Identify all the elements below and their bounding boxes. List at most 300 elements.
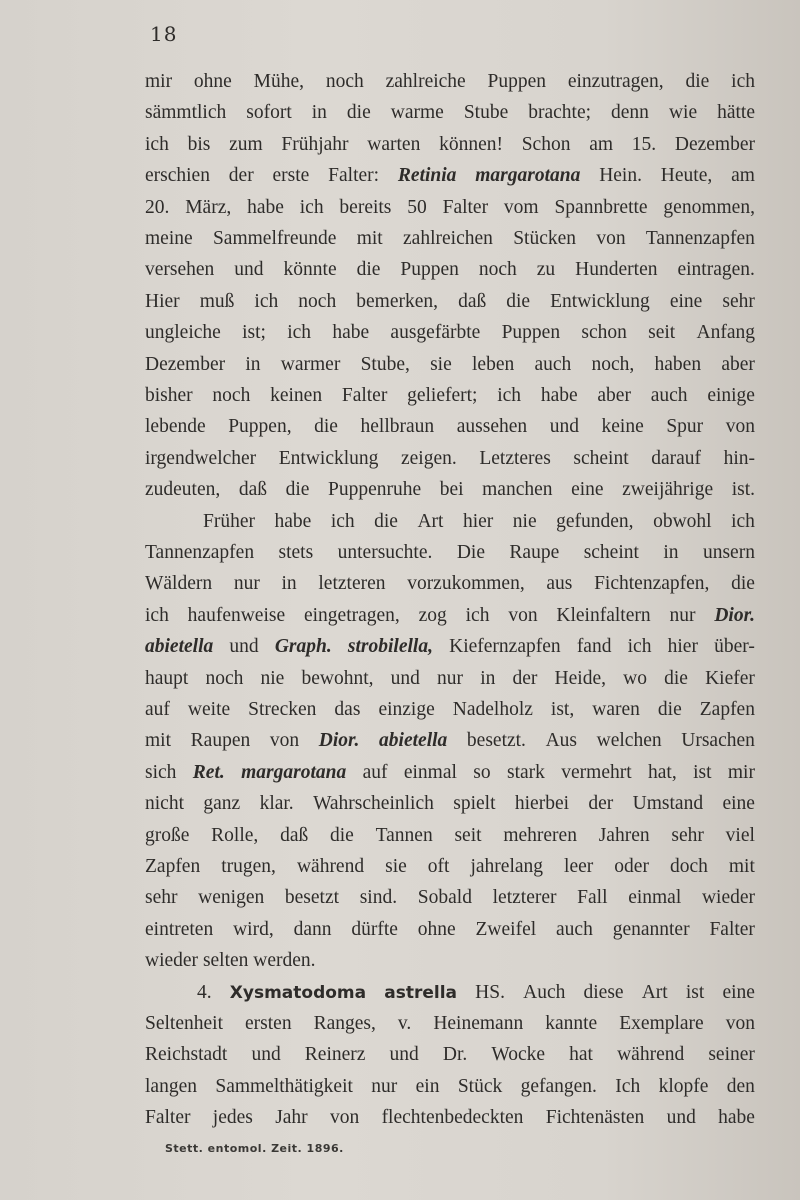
word: ohne: [193, 71, 232, 92]
word: geliefert;: [407, 385, 478, 406]
text-line: [145, 541, 755, 565]
text-line: [145, 133, 755, 157]
word: wird,: [233, 918, 274, 940]
word: langen: [145, 1075, 197, 1097]
word: irgendwelcher: [145, 447, 257, 469]
word: zahlreiche: [385, 71, 466, 92]
word: hierbei: [514, 793, 570, 815]
word: stets: [278, 542, 314, 563]
word: Hunderten: [575, 259, 658, 281]
word: nur: [437, 667, 464, 689]
word: mehreren: [503, 824, 577, 846]
word: 20.: [145, 196, 170, 218]
word: HS.: [475, 981, 505, 1003]
word: die: [346, 102, 371, 124]
text-line: [145, 824, 755, 848]
word: Reinerz: [304, 1044, 366, 1066]
word: der: [512, 667, 538, 689]
word: nie: [512, 510, 537, 532]
word: erste: [272, 165, 310, 187]
word: keine: [601, 416, 644, 438]
word: sehr: [722, 290, 755, 312]
text-line: [145, 70, 755, 94]
word: hat: [569, 1044, 593, 1066]
word: margarotana: [475, 165, 581, 187]
word: von: [725, 1013, 755, 1034]
word: sie: [430, 353, 452, 375]
word: Xysmatodoma: [229, 982, 367, 1003]
text-line: [145, 478, 755, 502]
word: ist;: [242, 322, 266, 344]
word: jedes: [212, 1107, 253, 1129]
word: ich: [287, 322, 312, 344]
word: auf: [362, 761, 388, 783]
word: waren: [592, 699, 640, 720]
word: Wahrscheinlich: [313, 793, 434, 815]
word: und: [549, 416, 579, 438]
word: in: [311, 102, 327, 124]
text-line: [145, 855, 755, 879]
word: Puppen: [487, 71, 547, 92]
word: Heide,: [554, 667, 606, 689]
text-line: [145, 572, 755, 596]
word: genannter: [612, 918, 690, 940]
word: Falter: [709, 918, 755, 940]
word: Wäldern: [145, 573, 213, 595]
word: haben: [654, 353, 702, 375]
word: habe: [247, 196, 284, 218]
word: Jahr: [275, 1107, 308, 1129]
word: bemerken,: [356, 290, 439, 312]
word: nur: [371, 1075, 398, 1097]
word: ich: [465, 604, 490, 626]
word: Früher: [203, 510, 255, 532]
word: die: [506, 290, 531, 312]
word: weite: [187, 699, 231, 720]
word: Seltenheit: [145, 1013, 223, 1034]
word: Schon: [521, 133, 571, 155]
word: das: [334, 699, 361, 720]
text-line: [145, 604, 755, 628]
word: oder: [614, 856, 649, 877]
word: wenigen: [198, 887, 265, 909]
page-number: 18: [150, 22, 178, 46]
word: stark: [506, 761, 545, 783]
word: einige: [707, 385, 755, 406]
word: zudeuten,: [145, 479, 221, 501]
text-line: [145, 792, 755, 816]
word: Puppen: [400, 259, 459, 281]
word: 4.: [197, 981, 212, 1003]
word: Sammelfreunde: [212, 228, 337, 249]
word: Tannenzapfen: [645, 228, 755, 249]
text-line: [145, 321, 755, 345]
word: hier: [667, 636, 698, 658]
word: noch: [298, 290, 337, 312]
word: und: [666, 1107, 696, 1129]
word: doch: [669, 856, 708, 877]
word: Dior.: [318, 730, 360, 752]
text-line: [145, 415, 755, 439]
word: hellbraun: [360, 416, 435, 438]
word: während: [296, 856, 365, 877]
word: bis: [187, 133, 211, 155]
word: habe: [718, 1107, 755, 1129]
word: warten: [367, 133, 421, 155]
word: von: [596, 228, 626, 249]
word: eine: [722, 793, 755, 815]
text-line: [145, 353, 755, 377]
word: haupt: [145, 667, 189, 689]
text-line: [145, 761, 755, 785]
word: abietella: [145, 636, 214, 658]
word: eintreten: [145, 918, 214, 940]
word: aussehen: [456, 416, 528, 438]
word: die: [356, 259, 381, 281]
word: 15.: [631, 133, 657, 155]
word: ungleiche: [145, 322, 221, 344]
word: zog: [418, 604, 447, 626]
word: Art: [641, 981, 668, 1003]
word: wieder: [701, 887, 755, 909]
word: sehr: [671, 824, 704, 846]
word: sich: [145, 761, 177, 783]
word: Ursachen: [681, 730, 755, 752]
word: mit: [356, 228, 383, 249]
word: hat,: [648, 761, 677, 783]
word: nur: [233, 573, 260, 595]
word: vom: [503, 196, 539, 218]
word: warmer: [280, 353, 341, 375]
word: eine: [571, 479, 604, 501]
word: schon: [581, 322, 627, 344]
word: welchen: [596, 730, 662, 752]
word: können!: [439, 133, 503, 155]
word: untersuchte.: [337, 542, 433, 563]
word: in: [245, 353, 261, 375]
word: Kiefernzapfen: [449, 636, 561, 658]
word: noch: [325, 71, 364, 92]
word: Stube,: [360, 353, 410, 375]
word: gefunden,: [556, 510, 634, 532]
word: Anfang: [696, 322, 755, 344]
word: Mühe,: [253, 71, 305, 92]
word: den: [726, 1075, 755, 1097]
word: Heute,: [660, 165, 713, 187]
word: klopfe: [658, 1075, 709, 1097]
word: große: [145, 824, 190, 846]
word: zweijährige: [622, 479, 714, 501]
word: Puppenruhe: [327, 479, 422, 501]
word: der: [588, 793, 614, 815]
word: Ranges,: [313, 1013, 376, 1034]
word: Fall: [577, 887, 608, 909]
word: 50: [407, 196, 427, 218]
word: mit: [145, 730, 172, 752]
word: mir: [145, 71, 173, 92]
word: Umstand: [632, 793, 704, 815]
text-line: [145, 918, 755, 942]
word: Spannbrette: [554, 196, 648, 218]
word: Hier: [145, 290, 180, 312]
word: denn: [611, 102, 649, 124]
word: Sammelthätigkeit: [215, 1075, 353, 1097]
word: meine: [145, 228, 193, 249]
word: am: [731, 165, 755, 187]
word: sie: [385, 856, 407, 877]
word: jahrelang: [470, 856, 544, 877]
word: Dezember: [674, 133, 755, 155]
word: Spur: [666, 416, 704, 438]
word: ohne: [417, 918, 456, 940]
word: ist.: [731, 479, 755, 501]
word: strobilella,: [347, 636, 433, 658]
word: hin-: [723, 447, 755, 469]
word: ich: [731, 71, 755, 92]
word: ersten: [245, 1013, 292, 1034]
word: flechtenbedeckten: [381, 1107, 524, 1129]
word: Zapfen: [699, 699, 755, 720]
word: Rolle,: [211, 824, 259, 846]
word: Falter: [442, 196, 489, 218]
word: Sobald: [417, 887, 472, 909]
word: Frühjahr: [281, 133, 349, 155]
word: Stück: [457, 1075, 503, 1097]
word: spielt: [453, 793, 496, 815]
word: nie: [260, 667, 285, 689]
text-line: [145, 510, 755, 534]
word: Nadelholz: [452, 699, 533, 720]
word: von: [269, 730, 300, 752]
word: Puppen: [501, 322, 561, 344]
word: ist: [693, 761, 712, 783]
word: während: [617, 1044, 685, 1066]
word: ich: [299, 196, 324, 218]
word: ich: [145, 604, 169, 626]
word: margarotana: [241, 761, 347, 783]
text-line: [145, 227, 755, 251]
word: letzterer: [492, 887, 557, 909]
word: besetzt.: [466, 730, 526, 752]
word: die: [731, 573, 755, 595]
word: nur: [669, 604, 696, 626]
word: muß: [199, 290, 235, 312]
word: in: [281, 573, 297, 595]
word: Kleinfaltern: [556, 604, 651, 626]
word: Tannen: [375, 824, 433, 846]
word: einmal: [628, 887, 682, 909]
word: mit: [728, 856, 755, 877]
word: und: [389, 1044, 419, 1066]
word: Exemplare: [619, 1013, 704, 1034]
word: aus: [546, 573, 573, 595]
word: Tannenzapfen: [145, 542, 255, 563]
word: Jahren: [598, 824, 650, 846]
word: Retinia: [397, 165, 457, 187]
word: Auch: [523, 981, 566, 1003]
word: ich: [497, 385, 522, 406]
word: seiner: [708, 1044, 755, 1066]
word: wieder: [145, 950, 199, 972]
word: einzige: [378, 699, 435, 720]
word: Art: [417, 510, 444, 532]
word: Falter:: [328, 165, 380, 187]
word: in: [480, 667, 496, 689]
word: klar.: [259, 793, 294, 815]
word: Raupen: [190, 730, 251, 752]
word: manchen: [482, 479, 553, 501]
word: eintragen.: [677, 259, 755, 281]
text-line: [145, 447, 755, 471]
word: ich: [731, 510, 755, 532]
word: könnte: [283, 259, 337, 281]
word: auch: [650, 385, 688, 406]
word: versehen: [145, 259, 215, 281]
word: Wocke: [491, 1044, 546, 1066]
word: und: [251, 1044, 281, 1066]
word: sehr: [145, 887, 178, 909]
word: noch: [212, 385, 251, 406]
word: wie: [668, 102, 698, 124]
word: sofort: [246, 102, 292, 124]
text-line: [145, 1106, 755, 1130]
word: noch: [205, 667, 244, 689]
word: ausgefärbte: [390, 322, 481, 344]
word: habe: [540, 385, 578, 406]
word: Fichtenzapfen,: [594, 573, 710, 595]
word: auch: [534, 353, 572, 375]
word: viel: [725, 824, 755, 846]
word: am: [589, 133, 614, 155]
word: daß: [238, 479, 267, 501]
word: bereits: [339, 196, 392, 218]
word: darauf: [651, 447, 701, 469]
word: habe: [332, 322, 370, 344]
word: Stube: [463, 102, 509, 124]
text-line: [145, 981, 755, 1005]
text-line: [145, 949, 316, 973]
word: dürfte: [351, 918, 398, 940]
text-line: [145, 196, 755, 220]
word: auch: [556, 918, 593, 940]
word: genommen,: [663, 196, 755, 218]
word: ein: [415, 1075, 440, 1097]
word: aber: [597, 385, 631, 406]
word: eine: [722, 981, 755, 1003]
word: Heinemann: [433, 1013, 524, 1034]
word: Dezember: [145, 353, 226, 375]
word: warme: [390, 102, 444, 124]
word: scheint: [573, 447, 629, 469]
word: auf: [145, 699, 170, 720]
word: Fichtenästen: [545, 1107, 645, 1129]
word: die: [329, 824, 354, 846]
text-line: [145, 290, 755, 314]
word: leben: [472, 353, 515, 375]
word: noch,: [591, 353, 635, 375]
word: Zweifel: [475, 918, 537, 940]
word: einzutragen,: [567, 71, 664, 92]
word: zeigen.: [401, 447, 457, 469]
word: werden.: [253, 950, 316, 972]
word: Entwicklung: [278, 447, 379, 469]
text-line: [145, 729, 755, 753]
word: fand: [576, 636, 612, 658]
word: März,: [185, 196, 232, 218]
word: die: [657, 699, 682, 720]
word: Stücken: [513, 228, 577, 249]
word: Kiefer: [705, 667, 755, 689]
word: einmal: [403, 761, 457, 783]
text-line: [145, 1043, 755, 1067]
word: die: [374, 510, 398, 532]
word: die: [664, 667, 688, 689]
text-line: [145, 1075, 755, 1099]
word: wo: [623, 667, 647, 689]
word: besetzt: [284, 887, 340, 909]
word: bisher: [145, 385, 193, 406]
text-line: [145, 101, 755, 125]
word: Entwicklung: [550, 290, 650, 312]
word: keinen: [270, 385, 323, 406]
word: oft: [427, 856, 450, 877]
text-line: [145, 667, 755, 691]
word: eine: [669, 290, 703, 312]
word: ist: [685, 981, 705, 1003]
word: obwohl: [653, 510, 712, 532]
word: letzteren: [318, 573, 386, 595]
word: die: [285, 479, 310, 501]
word: Hein.: [599, 165, 642, 187]
text-line: [145, 1012, 755, 1036]
word: vorzukommen,: [407, 573, 525, 595]
word: noch: [478, 259, 517, 281]
word: sind.: [359, 887, 398, 909]
word: Raupe: [509, 542, 560, 563]
word: selten: [202, 950, 249, 972]
word: diese: [583, 981, 624, 1003]
word: von: [330, 1107, 360, 1129]
word: Strecken: [248, 699, 317, 720]
word: Letzteres: [479, 447, 551, 469]
word: brachte;: [528, 102, 592, 124]
word: gefangen.: [520, 1075, 597, 1097]
word: Reichstadt: [145, 1044, 228, 1066]
word: ganz: [203, 793, 241, 815]
text-line: [145, 164, 755, 188]
word: der: [228, 165, 254, 187]
word: Aus: [545, 730, 577, 752]
word: Dr.: [442, 1044, 468, 1066]
word: die: [314, 416, 338, 438]
word: Ret.: [192, 761, 225, 783]
word: daß: [458, 290, 487, 312]
word: unsern: [702, 542, 755, 563]
word: Dior.: [714, 604, 755, 626]
word: ist,: [550, 699, 575, 720]
word: mir: [727, 761, 755, 783]
word: scheint: [583, 542, 639, 563]
word: über-: [714, 636, 755, 658]
word: seit: [454, 824, 482, 846]
word: ich: [254, 290, 279, 312]
word: Graph.: [274, 636, 332, 658]
word: Puppen,: [228, 416, 292, 438]
word: bei: [439, 479, 464, 501]
word: von: [508, 604, 538, 626]
footer-citation: Stett. entomol. Zeit. 1896.: [165, 1142, 344, 1155]
word: von: [725, 416, 755, 438]
